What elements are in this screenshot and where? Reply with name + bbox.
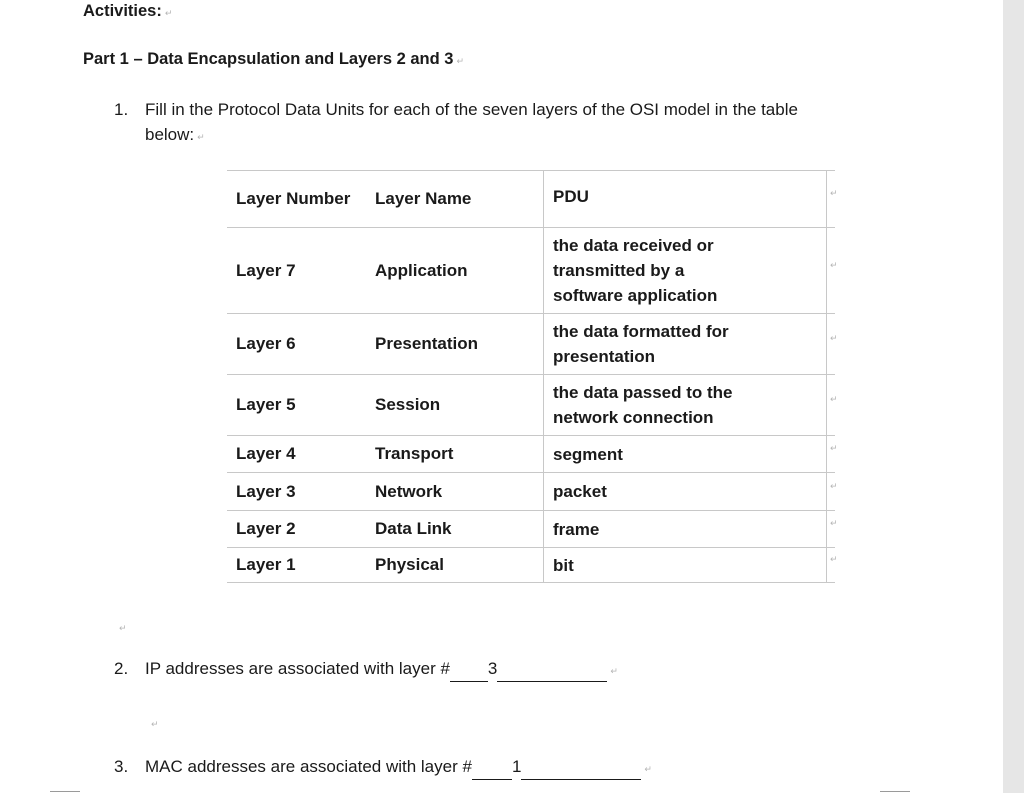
question-number: 3. xyxy=(114,757,129,776)
layer-number-cell: Layer 3 xyxy=(227,473,367,511)
pdu-cell: packet xyxy=(544,473,827,511)
question-1-line-1: Fill in the Protocol Data Units for each of the seven layers of the OSI model in the table xyxy=(145,100,798,119)
question-1-line-2: below: ↵ xyxy=(145,125,205,144)
table-row: Layer 4 Transport segment ↵ xyxy=(227,436,836,473)
question-3-answer: 1 xyxy=(511,757,522,776)
table-row: Layer 6 Presentation the data formatted for presentation ↵ xyxy=(227,314,836,375)
layer-name-cell: Network xyxy=(375,481,443,501)
layer-number-cell: Layer 5 xyxy=(227,375,367,436)
pdu-cell: the data passed to the network connection xyxy=(544,375,827,436)
paragraph-mark: ↵ xyxy=(456,56,465,66)
part-heading: Part 1 – Data Encapsulation and Layers 2 and 3 ↵ xyxy=(83,50,465,68)
pdu-cell: the data received or transmitted by a software application xyxy=(544,228,827,314)
activities-heading: Activities: ↵ xyxy=(83,2,173,20)
layer-name-cell: Transport xyxy=(375,444,454,463)
empty-paragraph: ↵ xyxy=(151,719,159,729)
table-row: Layer 2 Data Link frame ↵ xyxy=(227,511,836,548)
header-layer-name: Layer Name xyxy=(375,189,472,208)
question-3 xyxy=(114,754,714,780)
layer-name-cell: Data Link xyxy=(375,519,452,538)
margin-corner-mark xyxy=(880,791,910,792)
header-pdu: PDU xyxy=(544,171,827,228)
osi-pdu-table xyxy=(226,170,838,583)
question-2-text: IP addresses are associated with layer # 3 ↵ xyxy=(145,656,618,684)
paragraph-mark: ↵ xyxy=(164,8,173,18)
question-number: 1. xyxy=(114,100,129,119)
layer-number-cell: Layer 7 xyxy=(227,228,367,314)
question-number: 2. xyxy=(114,659,129,678)
layer-name-cell: Physical xyxy=(375,555,444,574)
layer-name-cell: Application xyxy=(375,260,468,280)
table-row: Layer 3 Network packet ↵ xyxy=(227,473,836,511)
question-2-answer: 3 xyxy=(487,659,498,678)
question-3-text: MAC addresses are associated with layer # 1 ↵ xyxy=(145,754,652,782)
margin-corner-mark xyxy=(50,791,80,792)
question-2 xyxy=(114,656,674,682)
layer-name-cell: Session xyxy=(375,395,441,414)
pdu-cell: segment xyxy=(544,436,827,473)
table-row: Layer 5 Session the data passed to the network connection ↵ xyxy=(227,375,836,436)
pdu-cell: bit xyxy=(544,548,827,583)
layer-name-cell: Presentation xyxy=(375,334,478,353)
layer-number-cell: Layer 6 xyxy=(227,314,367,375)
table-row: Layer 1 Physical bit ↵ xyxy=(227,548,836,583)
pdu-cell: the data formatted for presentation xyxy=(544,314,827,375)
table-row: Layer 7 Application the data received or transmitted by a software application ↵ xyxy=(227,228,836,314)
table-header-row: Layer Number Layer Name PDU ↵ xyxy=(227,171,836,228)
question-1 xyxy=(114,97,894,149)
layer-number-cell: Layer 4 xyxy=(227,436,367,473)
header-layer-number: Layer Number xyxy=(227,171,367,228)
empty-paragraph: ↵ xyxy=(119,623,127,633)
layer-number-cell: Layer 2 xyxy=(227,511,367,548)
pdu-cell: frame xyxy=(544,511,827,548)
layer-number-cell: Layer 1 xyxy=(227,548,367,583)
